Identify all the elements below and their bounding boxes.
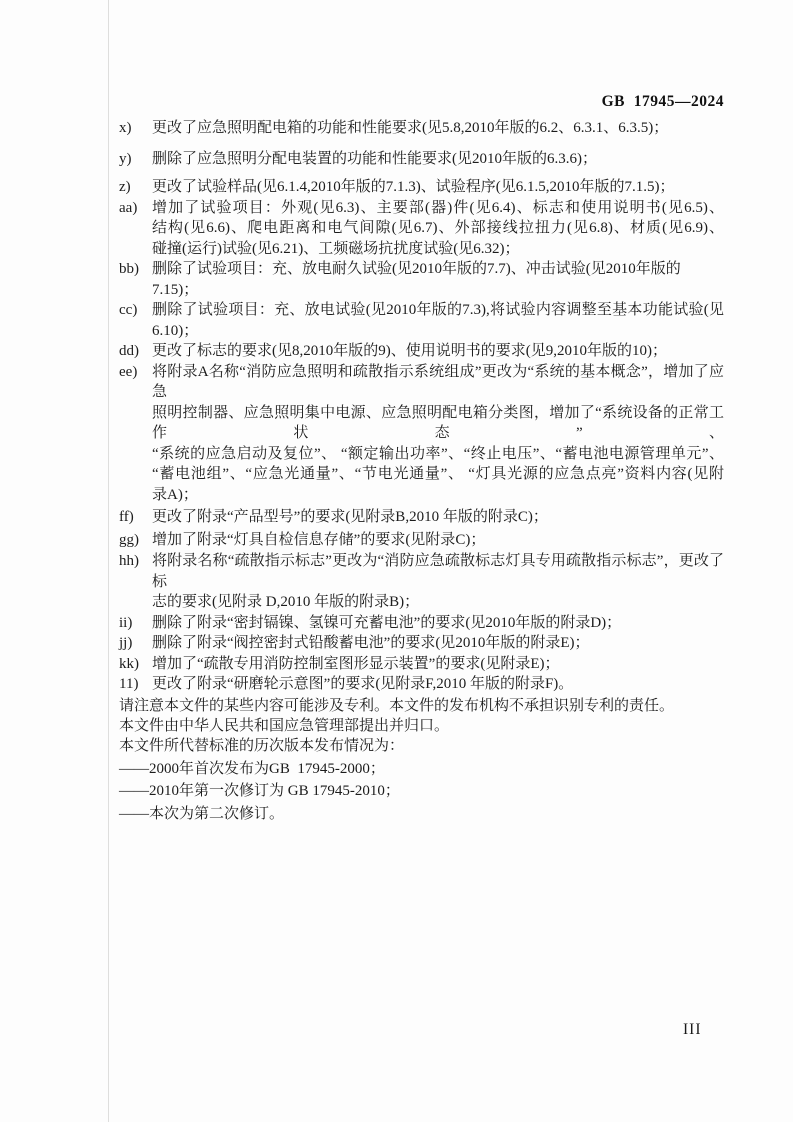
issuer-note: 本文件由中华人民共和国应急管理部提出并归口。 [119,717,450,734]
foreword-content [119,118,724,825]
item-line: 结构(见6.6)、爬电距离和电气间隙(见6.7)、外部接线拉扭力(见6.8)、材质(见6.9)、 [152,220,724,236]
item-line: 照明控制器、应急照明集中电源、应急照明配电箱分类图，增加了“系统设备的正常工作状态”、 [152,404,724,441]
item-line: 更改了附录“产品型号”的要求(见附录B,2010 年版的附录C)； [152,509,548,525]
item-label: dd) [119,343,139,359]
history-intro: 本文件所代替标准的历次版本发布情况为： [119,737,405,754]
item-line: 更改了应急照明配电箱的功能和性能要求(见5.8,2010年版的6.2、6.3.1、6.3.5)； [152,120,669,136]
history-entry-current: ——本次为第二次修订。 [119,805,285,822]
page-number: III [683,1021,702,1038]
patent-and-issuer-notes [119,696,724,756]
amendment-item-y [119,149,724,170]
item-line: 删除了试验项目：充、放电耐久试验(见2010年版的7.7)、冲击试验(见2010年版的7.15)； [152,261,681,298]
item-label: cc) [119,302,138,318]
item-line: 删除了试验项目：充、放电试验(见2010年版的7.3),将试验内容调整至基本功能试验(见 [152,302,724,318]
item-line: 更改了标志的要求(见8,2010年版的9)、使用说明书的要求(见9,2010年版的10)； [152,343,667,359]
item-line: “蓄电池组”、“应急光通量”、“节电光通量”、 “灯具光源的应急点亮”资料内容(见附 [152,466,724,482]
amendment-item-z [119,177,724,198]
amendment-item-hh [119,551,724,613]
item-line: 录A)； [152,486,198,503]
item-line: 志的要求(见附录 D,2010 年版的附录B)； [152,594,420,610]
page-scan-edge [108,0,109,1122]
item-line: 更改了试验样品(见6.1.4,2010年版的7.1.3)、试验程序(见6.1.5,2010年版的7.1.5)； [152,179,675,195]
amendment-item-kk [119,654,724,675]
item-label: 11) [119,676,139,692]
item-label: ii) [119,614,133,631]
item-label: gg) [119,531,139,548]
amendment-item-jj [119,633,724,654]
item-line: 删除了附录“阀控密封式铅酸蓄电池”的要求(见2010年版的附录E)； [152,635,590,651]
item-line: 更改了附录“研磨轮示意图”的要求(见附录F,2010 年版的附录F)。 [152,676,574,692]
item-label: aa) [119,199,138,216]
item-line: 增加了“疏散专用消防控制室图形显示装置”的要求(见附录E)； [152,655,560,672]
item-label: hh) [119,553,139,569]
item-line: “系统的应急启动及复位”、 “额定输出功率”、“终止电压”、“蓄电池电源管理单元”、 [152,445,724,462]
item-label: jj) [119,635,133,651]
item-line: 6.10)； [152,322,199,339]
item-line: 将附录A名称“消防应急照明和疏散指示系统组成”更改为“系统的基本概念”，增加了应急 [152,363,724,400]
item-line: 碰撞(运行)试验(见6.21)、工频磁场抗扰度试验(见6.32)； [152,240,520,257]
amendment-item-ff [119,507,724,528]
history-entry-2010: ——2010年第一次修订为 GB 17945-2010； [119,783,400,799]
item-label: bb) [119,261,139,277]
item-label: x) [119,120,132,136]
item-label: z) [119,179,131,195]
item-line: 将附录名称“疏散指示标志”更改为“消防应急疏散标志灯具专用疏散指示标志”，更改了标 [152,553,724,590]
amendment-item-ii [119,613,724,634]
item-label: kk) [119,655,139,672]
item-line: 删除了附录“密封镉镍、氢镍可充蓄电池”的要求(见2010年版的附录D)； [152,614,622,631]
item-line: 增加了附录“灯具自检信息存储”的要求(见附录C)； [152,531,486,548]
patent-note: 请注意本文件的某些内容可能涉及专利。本文件的发布机构不承担识别专利的责任。 [119,697,675,714]
amendment-item-x [119,118,724,139]
amendment-item-ll [119,674,724,695]
history-entry-2000: ——2000年首次发布为GB 17945-2000； [119,760,385,777]
amendment-item-ee [119,362,724,506]
standard-number-header: GB 17945—2024 [601,93,724,110]
amendment-item-gg [119,530,724,551]
item-line: 删除了应急照明分配电装置的功能和性能要求(见2010年版的6.3.6)； [152,150,597,167]
amendment-item-cc [119,300,724,341]
item-label: ff) [119,509,134,525]
amendment-item-bb [119,259,724,300]
item-line: 增加了试验项目：外观(见6.3)、主要部(器)件(见6.4)、标志和使用说明书(见6.5)、 [152,199,724,216]
item-label: ee) [119,363,138,380]
item-label: y) [119,150,132,167]
amendment-item-dd [119,341,724,362]
edition-history [119,758,724,826]
amendment-item-aa [119,198,724,260]
